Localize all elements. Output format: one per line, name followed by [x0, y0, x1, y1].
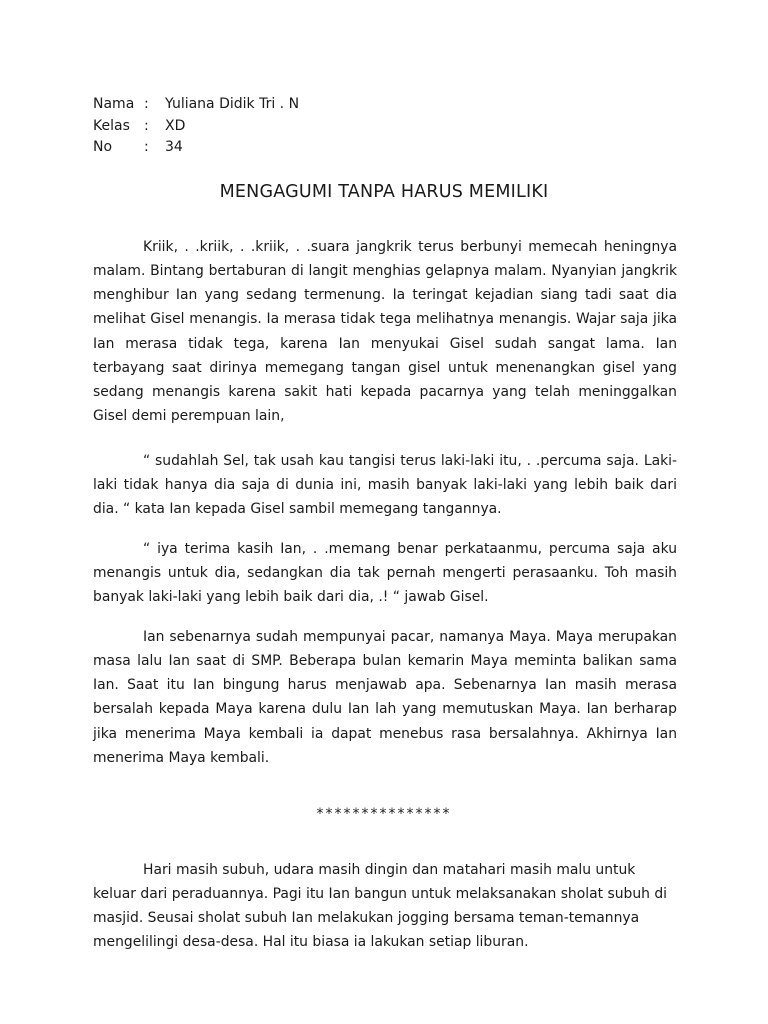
story-title: MENGAGUMI TANPA HARUS MEMILIKI: [219, 182, 549, 202]
paragraph-3: “ iya terima kasih Ian, . .memang benar perkataanmu, percuma saja aku menangis untuk dia, sedangkan dia tak pernah mengerti perasaanku. Toh masih banyak laki-laki yang lebih baik dari dia, .! “ jawab Gisel.: [93, 541, 677, 606]
info-row-number: [93, 137, 299, 159]
info-value: 34: [165, 139, 183, 155]
student-info: [93, 94, 299, 159]
info-label: No: [93, 139, 113, 155]
info-row-class: [93, 116, 299, 138]
info-colon: :: [144, 117, 149, 134]
info-colon: :: [144, 96, 149, 112]
paragraph-4: Ian sebenarnya sudah mempunyai pacar, namanya Maya. Maya merupakan masa lalu Ian saat di SMP. Beberapa bulan kemarin Maya meminta balikan sama Ian. Saat itu Ian bingung harus menjawab apa. Sebenarnya Ian masih merasa bersalah kepada Maya karena dulu Ian lah yang memutuskan Maya. Ian berharap jika menerima Maya kembali ia dapat menebus rasa bersalahnya. Akhirnya Ian menerima Maya kembali.: [93, 629, 677, 766]
info-value: Yuliana Didik Tri . N: [165, 96, 300, 112]
section-separator: ***************: [316, 806, 452, 822]
paragraph-2: “ sudahlah Sel, tak usah kau tangisi terus laki-laki itu, . .percuma saja. Laki-laki tidak hanya dia saja di dunia ini, masih banyak laki-laki yang lebih baik dari dia. “ kata Ian kepada Gisel sambil memegang tangannya.: [93, 453, 677, 518]
info-label: Nama: [93, 96, 135, 112]
paragraph-1: Kriik, . .kriik, . .kriik, . .suara jangkrik terus berbunyi memecah heningnya malam. Bintang bertaburan di langit menghias gelapnya malam. Nyanyian jangkrik menghibur Ian yang sedang termenung. Ia teringat kejadian siang tadi saat dia melihat Gisel menangis. Ia merasa tidak tega melihatnya menangis. Wajar saja jika Ian merasa tidak tega, karena Ian menyukai Gisel sudah sangat lama. Ian terbayang saat dirinya memegang tangan gisel untuk menenangkan gisel yang sedang menangis karena sakit hati kepada pacarnya yang telah meninggalkan Gisel demi perempuan lain,: [93, 239, 677, 425]
info-colon: :: [144, 139, 149, 155]
info-row-name: [93, 94, 299, 116]
info-value: XD: [165, 117, 186, 134]
info-label: Kelas: [93, 117, 130, 134]
paragraph-5: Hari masih subuh, udara masih dingin dan matahari masih malu untuk keluar dari peraduannya. Pagi itu Ian bangun untuk melaksanakan sholat subuh di masjid. Seusai sholat subuh Ian melakukan jogging bersama teman-temannya mengelilingi desa-desa. Hal itu biasa ia lakukan setiap liburan.: [93, 862, 668, 951]
